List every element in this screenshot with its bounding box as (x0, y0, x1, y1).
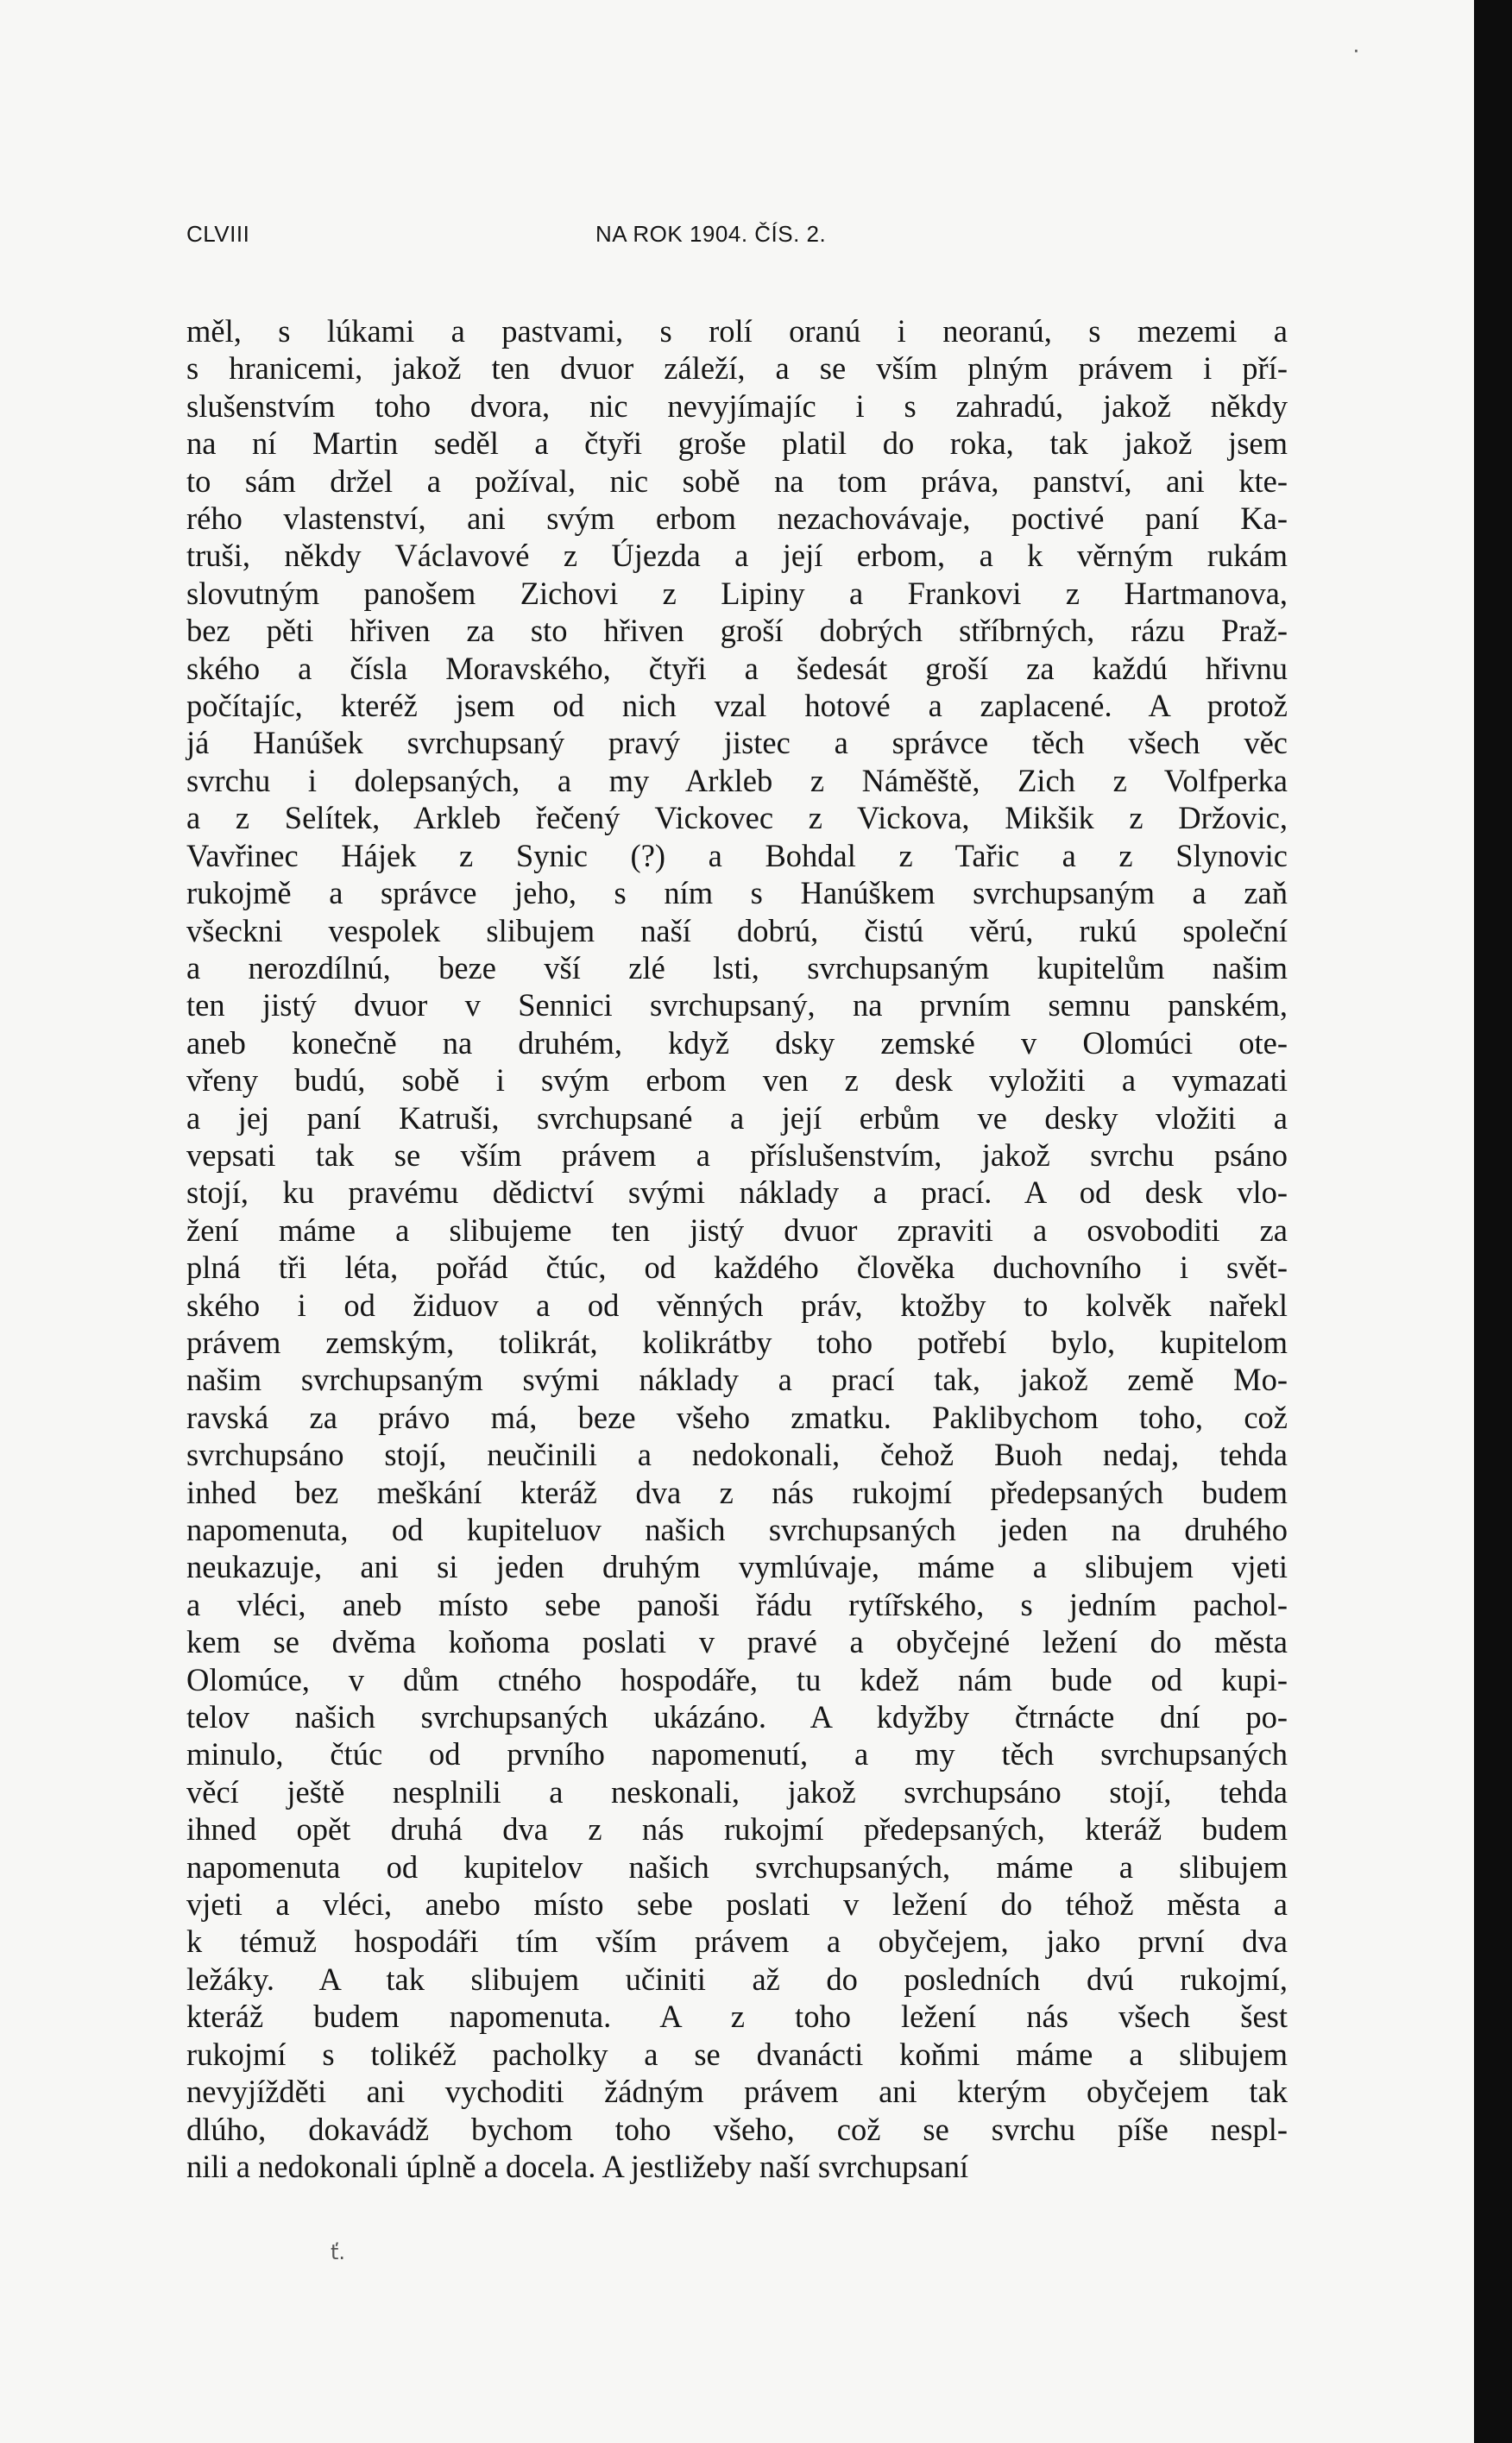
stray-mark-top-right: ٠ (1351, 38, 1362, 62)
running-title: NA ROK 1904. ČÍS. 2. (595, 221, 827, 247)
text-line: napomenuta, od kupiteluov našich svrchupsaných jeden na druhého (186, 1512, 1288, 1547)
stray-mark-bottom: ť. (331, 2240, 346, 2264)
text-line: žení máme a slibujeme ten jistý dvuor zpraviti a osvoboditi za (186, 1212, 1288, 1248)
text-line: svrchu i dolepsaných, a my Arkleb z Náměště, Zich z Volfperka (186, 762, 1288, 798)
page-header (186, 221, 1288, 255)
text-line: a vléci, aneb místo sebe panoši řádu rytířského, s jedním pachol- (186, 1586, 1288, 1622)
text-line: a jej paní Katruši, svrchupsané a její erbům ve desky vložiti a (186, 1099, 1288, 1136)
text-line: našim svrchupsaným svými náklady a prací tak, jakož země Mo- (186, 1362, 1288, 1398)
text-line: na ní Martin seděl a čtyři groše platil do roka, tak jakož jsem (186, 425, 1288, 462)
text-line: bez pěti hřiven za sto hřiven groší dobrých stříbrných, rázu Praž- (186, 613, 1288, 649)
text-line: stojí, ku pravému dědictví svými náklady a prací. A od desk vlo- (186, 1174, 1288, 1211)
text-line: dlúho, dokavádž bychom toho všeho, což se svrchu píše nespl- (186, 2111, 1288, 2147)
text-line: s hranicemi, jakož ten dvuor záleží, a se vším plným právem i pří- (186, 350, 1288, 387)
text-line: kteráž budem napomenuta. A z toho ležení nás všech šest (186, 1999, 1288, 2035)
text-line: slušenstvím toho dvora, nic nevyjímajíc i s zahradú, jakož někdy (186, 387, 1288, 424)
text-line: měl, s lúkami a pastvami, s rolí oranú i neoranú, s mezemi a (186, 313, 1288, 349)
text-line: právem zemským, tolikrát, kolikrátby toho potřebí bylo, kupitelom (186, 1324, 1288, 1360)
text-line: počítajíc, kteréž jsem od nich vzal hotové a zaplacené. A protož (186, 688, 1288, 724)
text-line: telov našich svrchupsaných ukázáno. A kdyžby čtrnácte dní po- (186, 1699, 1288, 1735)
text-line: Olomúce, v dům ctného hospodáře, tu kdež nám bude od kupi- (186, 1661, 1288, 1697)
text-line: to sám držel a požíval, nic sobě na tom práva, panství, ani kte- (186, 463, 1288, 499)
text-line: minulo, čtúc od prvního napomenutí, a my těch svrchupsaných (186, 1736, 1288, 1772)
text-line: neukazuje, ani si jeden druhým vymlúvaje, máme a slibujem vjeti (186, 1549, 1288, 1585)
text-line: rého vlastenství, ani svým erbom nezachovávaje, poctivé paní Ka- (186, 501, 1288, 537)
text-line: nevyjížděti ani vychoditi žádným právem ani kterým obyčejem tak (186, 2074, 1288, 2110)
text-line: věcí ještě nesplnili a neskonali, jakož svrchupsáno stojí, tehda (186, 1773, 1288, 1810)
text-line: Vavřinec Hájek z Synic (?) a Bohdal z Tařic a z Slynovic (186, 837, 1288, 873)
text-line: slovutným panošem Zichovi z Lipiny a Frankovi z Hartmanova, (186, 575, 1288, 611)
text-line: a z Selítek, Arkleb řečený Vickovec z Vickova, Mikšik z Držovic, (186, 800, 1288, 836)
text-line: rukojmě a správce jeho, s ním s Hanúškem svrchupsaným a zaň (186, 875, 1288, 911)
text-line: rukojmí s tolikéž pacholky a se dvanácti koňmi máme a slibujem (186, 2036, 1288, 2072)
text-line: truši, někdy Václavové z Újezda a její erbom, a k věrným rukám (186, 538, 1288, 574)
text-line: ležáky. A tak slibujem učiniti až do posledních dvú rukojmí, (186, 1961, 1288, 1997)
text-line: svrchupsáno stojí, neučinili a nedokonali, čehož Buoh nedaj, tehda (186, 1437, 1288, 1473)
text-line: vepsati tak se vším právem a příslušenstvím, jakož svrchu psáno (186, 1136, 1288, 1173)
text-line: ravská za právo má, beze všeho zmatku. Paklibychom toho, což (186, 1399, 1288, 1435)
text-line: kem se dvěma koňoma poslati v pravé a obyčejné ležení do města (186, 1624, 1288, 1660)
text-line: všeckni vespolek slibujem naší dobrú, čistú věrú, rukú společní (186, 912, 1288, 948)
text-line: inhed bez meškání kteráž dva z nás rukojmí předepsaných budem (186, 1474, 1288, 1510)
text-line: ského i od židuov a od věnných práv, ktožby to kolvěk nařekl (186, 1287, 1288, 1323)
text-line: plná tři léta, pořád čtúc, od každého člověka duchovního i svět- (186, 1250, 1288, 1286)
text-line: k témuž hospodáři tím vším právem a obyčejem, jako první dva (186, 1924, 1288, 1960)
text-line: napomenuta od kupitelov našich svrchupsaných, máme a slibujem (186, 1848, 1288, 1885)
folio-number: CLVIII (186, 221, 250, 247)
text-line: nili a nedokonali úplně a docela. A jestližeby naší svrchupsaní (186, 2148, 969, 2184)
text-line: aneb konečně na druhém, když dsky zemské v Olomúci ote- (186, 1024, 1288, 1061)
text-line: a nerozdílnú, beze vší zlé lsti, svrchupsaným kupitelům našim (186, 949, 1288, 985)
scan-dark-edge (1474, 0, 1512, 2443)
text-line: vřeny budú, sobě i svým erbom ven z desk vyložiti a vymazati (186, 1062, 1288, 1099)
text-line: ského a čísla Moravského, čtyři a šedesát groší za každú hřivnu (186, 650, 1288, 686)
text-line: vjeti a vléci, anebo místo sebe poslati v ležení do téhož města a (186, 1886, 1288, 1923)
document-body (186, 312, 1288, 2185)
text-line: ten jistý dvuor v Sennici svrchupsaný, na prvním semnu panském, (186, 987, 1288, 1023)
text-line: ihned opět druhá dva z nás rukojmí předepsaných, kteráž budem (186, 1811, 1288, 1848)
text-line: já Hanúšek svrchupsaný pravý jistec a správce těch všech věc (186, 725, 1288, 761)
